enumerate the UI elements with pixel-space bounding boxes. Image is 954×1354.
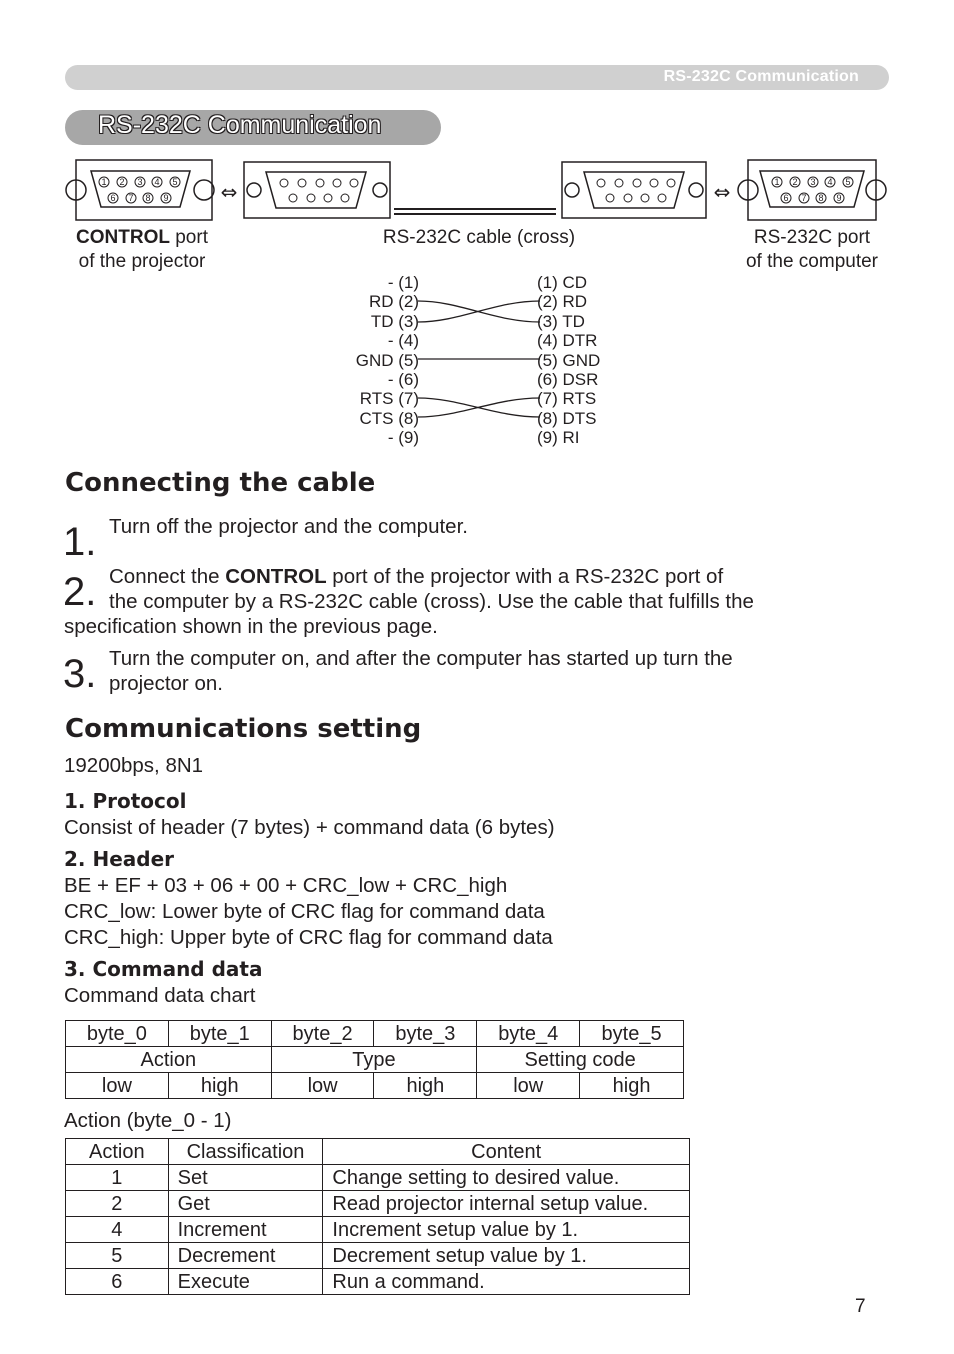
table-cell: Increment: [168, 1217, 323, 1243]
table-row: [66, 1191, 690, 1217]
cable-connector-left-icon: [244, 162, 390, 218]
header-line: BE + EF + 03 + 06 + 00 + CRC_low + CRC_high: [64, 874, 508, 897]
protocol-heading: 1. Protocol: [64, 789, 187, 813]
step-number: 1.: [63, 520, 97, 564]
pin-label: 7: [128, 193, 134, 203]
page-number: 7: [855, 1296, 866, 1317]
table-cell: Change setting to desired value.: [323, 1165, 690, 1191]
table-cell: low: [66, 1073, 169, 1099]
table-row: [66, 1269, 690, 1295]
table-cell: byte_1: [168, 1021, 271, 1047]
command-chart-label: Command data chart: [64, 984, 256, 1007]
table-cell: byte_5: [580, 1021, 684, 1047]
running-header-title: RS-232C Communication: [663, 68, 859, 85]
section-title: RS-232C Communication: [98, 111, 382, 139]
step-number: 3.: [63, 652, 97, 696]
table-cell: 6: [66, 1269, 169, 1295]
table-row: [66, 1021, 684, 1047]
table-cell: Type: [271, 1047, 477, 1073]
action-table-caption: Action (byte_0 - 1): [64, 1109, 232, 1132]
table-row: [66, 1217, 690, 1243]
command-data-heading: 3. Command data: [64, 957, 263, 981]
table-cell: high: [580, 1073, 684, 1099]
connector-diagram: [0, 150, 954, 230]
header-line: CRC_low: Lower byte of CRC flag for command data: [64, 900, 545, 923]
pin-label: 2: [119, 177, 125, 187]
table-cell: 4: [66, 1217, 169, 1243]
table-cell: Increment setup value by 1.: [323, 1217, 690, 1243]
step-1-text: Turn off the projector and the computer.: [109, 515, 468, 538]
bidirectional-arrow-icon: ⇔: [220, 180, 238, 204]
table-header-cell: Action: [66, 1139, 169, 1165]
table-cell: byte_2: [271, 1021, 374, 1047]
table-cell: byte_0: [66, 1021, 169, 1047]
pin-label: 5: [172, 177, 178, 187]
table-row: [66, 1047, 684, 1073]
cable-line: [394, 209, 556, 214]
cable-connector-right-icon: [562, 162, 706, 218]
table-header-cell: Content: [323, 1139, 690, 1165]
table-cell: Setting code: [477, 1047, 684, 1073]
table-cell: byte_4: [477, 1021, 580, 1047]
connecting-heading: Connecting the cable: [65, 468, 376, 498]
action-table: [65, 1138, 690, 1295]
step-2-line-1: Connect the CONTROL port of the projector with a RS-232C port of: [109, 565, 724, 588]
running-header-bar: [65, 65, 889, 90]
header-heading: 2. Header: [64, 847, 175, 871]
pin-label: 4: [827, 177, 833, 187]
table-cell: high: [168, 1073, 271, 1099]
pin-label: 6: [110, 193, 116, 203]
table-cell: Decrement: [168, 1243, 323, 1269]
table-cell: Get: [168, 1191, 323, 1217]
pin-labels-right: (1) CD (2) RD (3) TD (4) DTR (5) GND (6) DSR (7) RTS (8) DTS (9) RI: [537, 273, 601, 448]
step-2-line-2: the computer by a RS-232C cable (cross). Use the cable that fulfills the: [109, 590, 754, 613]
table-cell: high: [374, 1073, 477, 1099]
table-cell: Read projector internal setup value.: [323, 1191, 690, 1217]
pin-label: 8: [145, 193, 151, 203]
table-cell: low: [271, 1073, 374, 1099]
step-3-line-2: projector on.: [109, 672, 223, 695]
table-row: [66, 1073, 684, 1099]
projector-control-port-icon: [66, 160, 214, 220]
pin-label: 8: [818, 193, 824, 203]
step-2-line-3: specification shown in the previous page.: [64, 615, 438, 638]
table-cell: 2: [66, 1191, 169, 1217]
projector-port-caption: CONTROL port of the projector: [76, 227, 208, 272]
table-cell: low: [477, 1073, 580, 1099]
step-number: 2.: [63, 570, 97, 614]
header-line: CRC_high: Upper byte of CRC flag for command data: [64, 926, 553, 949]
step-3-line-1: Turn the computer on, and after the computer has started up turn the: [109, 647, 733, 670]
pin-label: 1: [101, 177, 107, 187]
protocol-text: Consist of header (7 bytes) + command data (6 bytes): [64, 816, 555, 839]
table-cell: byte_3: [374, 1021, 477, 1047]
computer-port-caption: RS-232C port of the computer: [745, 227, 879, 272]
pin-labels-left: - (1) RD (2) TD (3) - (4) GND (5) - (6) RTS (7) CTS (8) - (9): [355, 273, 419, 448]
cross-wiring-lines: [410, 290, 550, 430]
table-header-cell: Classification: [168, 1139, 323, 1165]
pin-label: 2: [792, 177, 798, 187]
pin-label: 1: [774, 177, 780, 187]
table-cell: Decrement setup value by 1.: [323, 1243, 690, 1269]
pin-label: 7: [801, 193, 807, 203]
baud-rate: 19200bps, 8N1: [64, 754, 204, 777]
table-row: [66, 1165, 690, 1191]
section-title-pill: [65, 110, 441, 145]
pin-label: 5: [845, 177, 851, 187]
table-cell: Set: [168, 1165, 323, 1191]
table-cell: Action: [66, 1047, 272, 1073]
table-cell: Run a command.: [323, 1269, 690, 1295]
bidirectional-arrow-icon: ⇔: [713, 180, 731, 204]
table-cell: 5: [66, 1243, 169, 1269]
table-cell: 1: [66, 1165, 169, 1191]
pin-label: 4: [154, 177, 160, 187]
table-header-row: [66, 1139, 690, 1165]
pin-label: 9: [836, 193, 842, 203]
pin-label: 9: [163, 193, 169, 203]
computer-rs232c-port-icon: [738, 160, 886, 220]
communications-heading: Communications setting: [65, 714, 422, 744]
cable-caption: RS-232C cable (cross): [382, 227, 576, 248]
table-cell: Execute: [168, 1269, 323, 1295]
cable-connector-sockets: [280, 179, 675, 202]
pin-label: 3: [810, 177, 816, 187]
pin-label: 3: [137, 177, 143, 187]
command-data-table: [65, 1020, 684, 1099]
table-row: [66, 1243, 690, 1269]
pin-label: 6: [783, 193, 789, 203]
